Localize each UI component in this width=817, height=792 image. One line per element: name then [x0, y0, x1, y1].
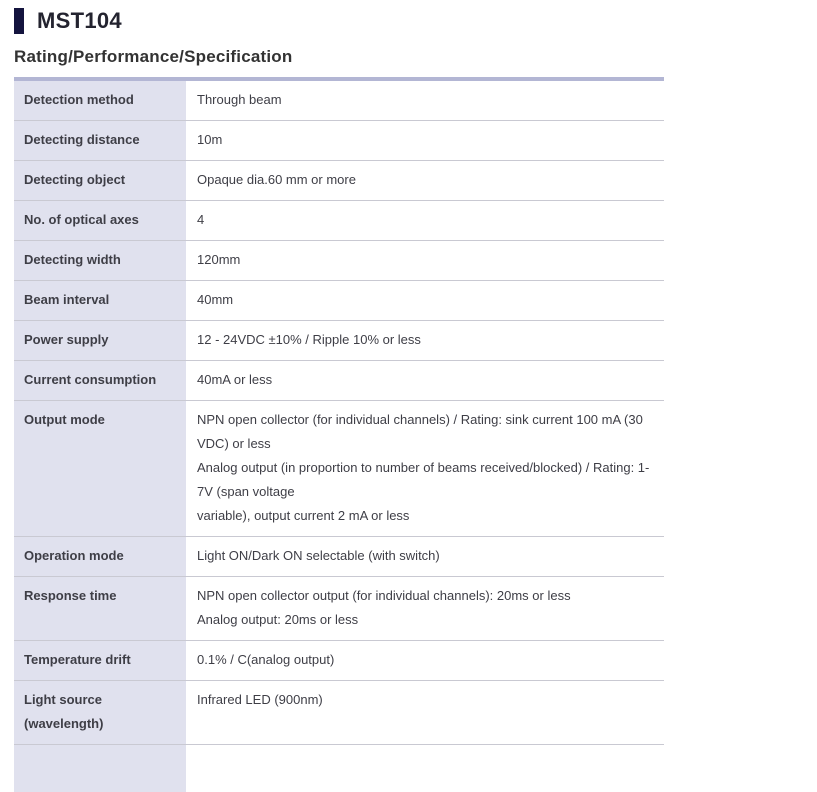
spec-value-line: 10m: [197, 128, 654, 152]
spec-label: Detecting distance: [14, 121, 186, 161]
spec-value: [186, 361, 664, 401]
table-row: [14, 121, 664, 161]
spec-value: [186, 281, 664, 321]
table-row: [14, 161, 664, 201]
spec-label: Light source (wavelength): [14, 681, 186, 745]
spec-label: Response time: [14, 577, 186, 641]
spec-value: [186, 79, 664, 121]
spec-value: [186, 401, 664, 537]
table-row: [14, 321, 664, 361]
spec-value-line: 4: [197, 208, 654, 232]
spec-label: Detecting object: [14, 161, 186, 201]
spec-label: Current consumption: [14, 361, 186, 401]
spec-value-line: variable), output current 2 mA or less: [197, 504, 654, 528]
table-row: [14, 241, 664, 281]
table-row: [14, 401, 664, 537]
spec-value-line: Opaque dia.60 mm or more: [197, 168, 654, 192]
spec-value-line: 40mA or less: [197, 368, 654, 392]
section-heading: Rating/Performance/Specification: [14, 47, 817, 67]
spec-value: [186, 161, 664, 201]
spec-label: Detection method: [14, 79, 186, 121]
product-header: [14, 7, 817, 35]
spec-value-line: Light ON/Dark ON selectable (with switch): [197, 544, 654, 568]
spec-value-line: NPN open collector output (for individual channels): 20ms or less: [197, 584, 654, 608]
spec-value-line: Through beam: [197, 88, 654, 112]
spec-label: No. of optical axes: [14, 201, 186, 241]
table-row: [14, 537, 664, 577]
table-row: [14, 361, 664, 401]
spec-value: [186, 641, 664, 681]
spec-value: [186, 201, 664, 241]
spec-label: Temperature drift: [14, 641, 186, 681]
table-row: [14, 79, 664, 121]
spec-label: Beam interval: [14, 281, 186, 321]
table-row: [14, 681, 664, 745]
spec-value: [186, 321, 664, 361]
spec-label: Detecting width: [14, 241, 186, 281]
table-row: [14, 281, 664, 321]
spec-value-line: Analog output: 20ms or less: [197, 608, 654, 632]
spec-table-body: [14, 79, 664, 792]
spec-value-line: 12 - 24VDC ±10% / Ripple 10% or less: [197, 328, 654, 352]
table-row: [14, 641, 664, 681]
spec-value: [186, 577, 664, 641]
title-accent-bar: [14, 8, 24, 34]
spec-value: [186, 121, 664, 161]
spec-value-line: 0.1% / C(analog output): [197, 648, 654, 672]
spec-value: [186, 241, 664, 281]
spec-table: [14, 77, 664, 792]
spec-value-line: Analog output (in proportion to number of beams received/blocked) / Rating: 1-7V (span voltage: [197, 456, 654, 504]
table-row: [14, 577, 664, 641]
spec-value: [186, 537, 664, 577]
spec-value-line: 120mm: [197, 248, 654, 272]
spec-label: Output mode: [14, 401, 186, 537]
spec-value-line: 40mm: [197, 288, 654, 312]
spec-value: [186, 681, 664, 745]
table-row: [14, 201, 664, 241]
spec-value-line: Infrared LED (900nm): [197, 688, 654, 712]
product-title: MST104: [37, 8, 122, 34]
spec-label: Power supply: [14, 321, 186, 361]
spec-value-line: NPN open collector (for individual channels) / Rating: sink current 100 mA (30 VDC) or less: [197, 408, 654, 456]
spec-label: Operation mode: [14, 537, 186, 577]
